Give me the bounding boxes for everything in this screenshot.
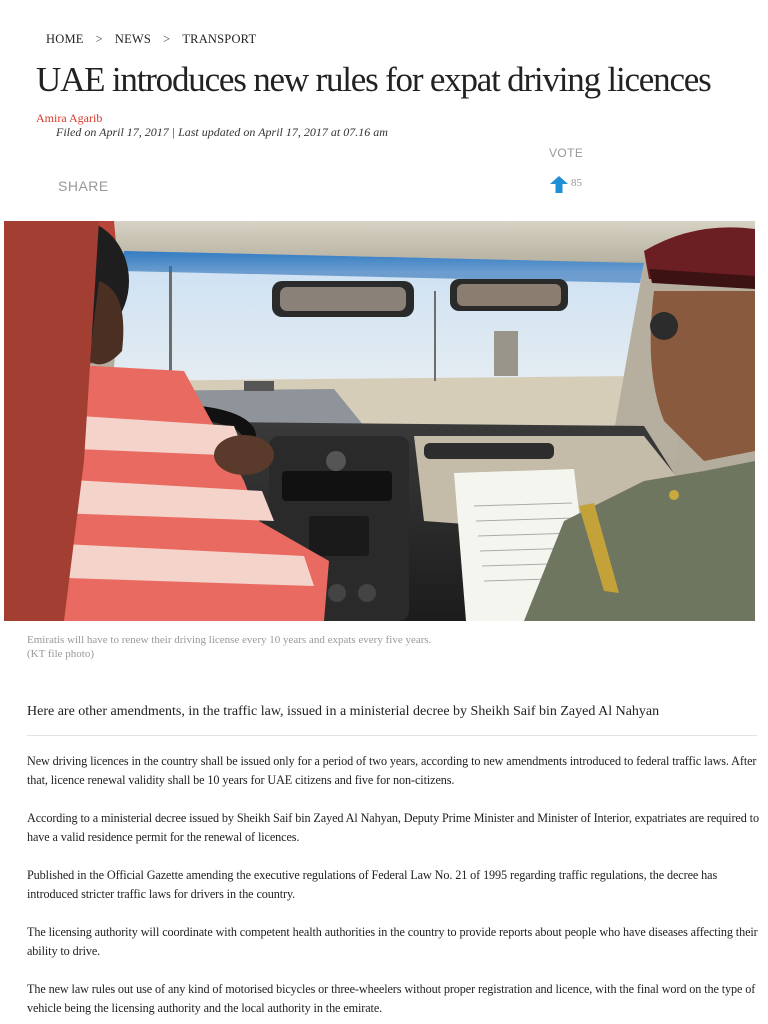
driving-test-photo	[4, 221, 755, 621]
article-paragraph: The new law rules out use of any kind of motorised bicycles or three-wheelers without proper registration and licence, with the final word on the type of vehicle being the licensing authority and the local authority in the emirate.	[27, 982, 756, 1015]
image-caption-text: Emiratis will have to renew their driving license every 10 years and expats every five years.	[27, 634, 432, 646]
article-paragraph: The licensing authority will coordinate with competent health authorities in the country to provide reports about people who have diseases affecting their ability to drive.	[27, 925, 758, 958]
article-paragraph: According to a ministerial decree issued by Sheikh Saif bin Zayed Al Nahyan, Deputy Prime Minister and Minister of Interior, expatriates are required to have a valid residence permit for the renewal of licences.	[27, 811, 759, 844]
article-standfirst: Here are other amendments, in the traffic law, issued in a ministerial decree by Sheikh Saif bin Zayed Al Nahyan	[27, 704, 660, 719]
breadcrumb-separator: >	[95, 32, 103, 46]
image-credit: (KT file photo)	[27, 648, 95, 660]
breadcrumb-home[interactable]: HOME	[46, 32, 84, 46]
article-body	[27, 752, 763, 1024]
divider	[27, 735, 757, 736]
article-paragraph: Published in the Official Gazette amending the executive regulations of Federal Law No. 21 of 1995 regarding traffic regulations, the decree has introduced stricter traffic laws for drivers in the country.	[27, 868, 718, 901]
breadcrumb-separator: >	[163, 32, 171, 46]
article-paragraph: New driving licences in the country shall be issued only for a period of two years, according to new amendments introduced to federal traffic laws. After that, licence renewal validity shall be 10 years for UAE citizens and five for non-citizens.	[27, 754, 757, 787]
author-link[interactable]: Amira Agarib	[36, 111, 103, 125]
share-button[interactable]: SHARE	[58, 178, 109, 194]
article-title: UAE introduces new rules for expat driving licences	[36, 60, 711, 99]
breadcrumb-news[interactable]: NEWS	[114, 32, 152, 46]
article-photo	[4, 221, 755, 621]
vote-button[interactable]	[550, 176, 568, 193]
breadcrumb-transport[interactable]: TRANSPORT	[182, 32, 257, 46]
up-arrow-icon	[550, 176, 568, 193]
image-caption	[27, 633, 431, 661]
breadcrumb	[46, 32, 256, 47]
vote-count: 85	[571, 177, 582, 189]
vote-label: VOTE	[549, 146, 584, 160]
filed-date: Filed on April 17, 2017 | Last updated on April 17, 2017 at 07.16 am	[56, 125, 388, 139]
